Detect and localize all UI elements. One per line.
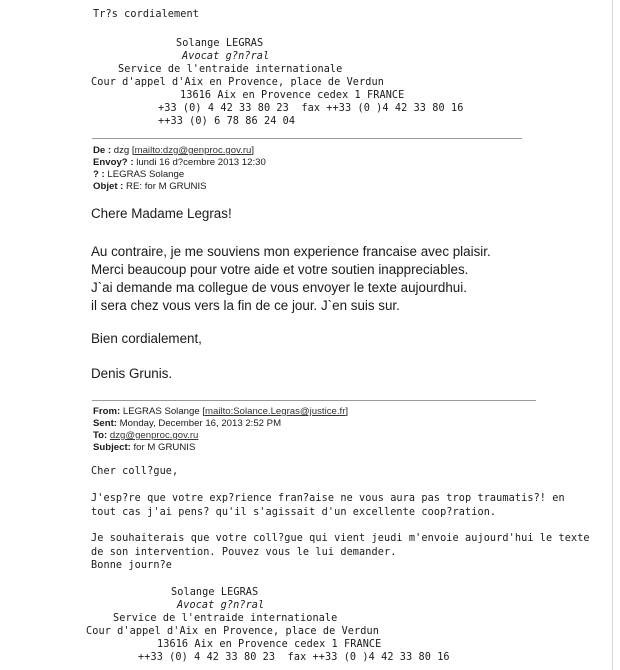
original-line-3: Bonne journ?e [91, 560, 173, 571]
original-greeting: Cher coll?gue, [91, 466, 179, 477]
reply-line-3: J`ai demande ma collegue de vous envoyer le texte aujourdhui. [91, 280, 467, 295]
header1-sent: Envoy? : lundi 16 d?cembre 2013 12:30 [93, 157, 266, 168]
header2-from-link[interactable]: mailto:Solance.Legras@justice.fr [205, 406, 346, 417]
reply-signature: Denis Grunis. [91, 366, 173, 381]
reply-line-4: il sera chez vous vers la fin de ce jour. J`en suis sur. [91, 298, 400, 313]
sig2-service: Service de l'entraide internationale [113, 613, 338, 624]
sig1-phone-fax: +33 (0) 4 42 33 80 23 fax ++33 (0 )4 42 33 80 16 [158, 103, 464, 114]
sig2-phone-fax: ++33 (0) 4 42 33 80 23 fax ++33 (0 )4 42 33 80 16 [138, 652, 450, 663]
original-line-2b: de son intervention. Pouvez vous le lui demander. [91, 547, 397, 558]
closing-top: Tr?s cordialement [93, 9, 199, 20]
sig1-name: Solange LEGRAS [176, 38, 264, 49]
sig2-name: Solange LEGRAS [171, 587, 259, 598]
header1-to: ? : LEGRAS Solange [93, 169, 185, 180]
sig1-service: Service de l'entraide internationale [118, 64, 343, 75]
sig1-mobile: ++33 (0) 6 78 86 24 04 [158, 116, 296, 127]
original-line-2a: Je souhaiterais que votre coll?gue qui vient jeudi m'envoie aujourd'hui le texte [91, 533, 590, 544]
page-edge [612, 0, 613, 670]
sig2-court: Cour d'appel d'Aix en Provence, place de Verdun [86, 626, 379, 637]
header1-from-link[interactable]: mailto:dzg@genproc.gov.ru [134, 145, 252, 156]
header2-subject: Subject: for M GRUNIS [93, 442, 196, 453]
sig1-title: Avocat g?n?ral [182, 51, 270, 62]
header1-subject: Objet : RE: for M GRUNIS [93, 181, 207, 192]
reply-line-1: Au contraire, je me souviens mon experience francaise avec plaisir. [91, 244, 491, 259]
sig2-title: Avocat g?n?ral [177, 600, 265, 611]
original-line-1b: tout cas j'ai pens? qu'il s'agissait d'un excellente coop?ration. [91, 507, 497, 518]
sig1-address: 13616 Aix en Provence cedex 1 FRANCE [180, 90, 405, 101]
sig2-address: 13616 Aix en Provence cedex 1 FRANCE [157, 639, 382, 650]
header2-to-link[interactable]: dzg@genproc.gov.ru [109, 430, 199, 441]
header1-from: De : dzg [mailto:dzg@genproc.gov.ru] [93, 145, 255, 156]
reply-greeting: Chere Madame Legras! [91, 206, 232, 221]
reply-line-2: Merci beaucoup pour votre aide et votre soutien inappreciables. [91, 262, 469, 277]
sig1-court: Cour d'appel d'Aix en Provence, place de Verdun [91, 77, 384, 88]
header2-sent: Sent: Monday, December 16, 2013 2:52 PM [93, 418, 282, 429]
header2-to: To: dzg@genproc.gov.ru [93, 430, 199, 441]
header-divider-1 [92, 138, 522, 139]
header2-from: From: LEGRAS Solange [mailto:Solance.Legras@justice.fr] [93, 406, 349, 417]
reply-closing: Bien cordialement, [91, 331, 202, 346]
original-line-1a: J'esp?re que votre exp?rience fran?aise ne vous aura pas trop traumatis?! en [91, 493, 565, 504]
header-divider-2 [92, 400, 536, 401]
